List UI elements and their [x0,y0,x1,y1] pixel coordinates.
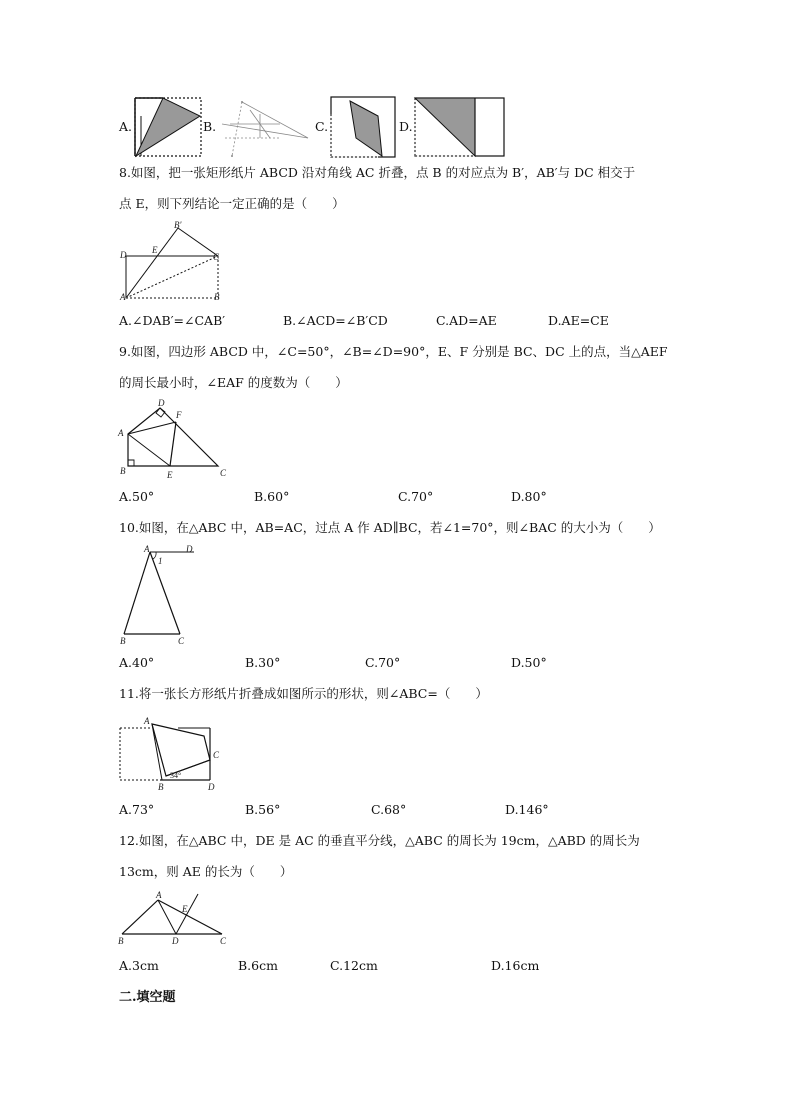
q8-label-c: C [213,252,220,262]
q11-option-c: C.68° [371,802,407,817]
q7-option-b-figure [220,98,310,158]
q11-label-angle: 34° [170,771,182,780]
q10-stem-line1: 10.如图，在△ABC 中，AB=AC，过点 A 作 AD∥BC，若∠1=70°，则∠BAC 的大小为（ ） [119,520,661,535]
q7-option-a-figure [133,96,203,158]
q9-label-f: F [176,410,182,420]
q7-option-c-figure [330,96,396,158]
q12-label-c: C [220,936,227,946]
q9-option-d: D.80° [511,489,547,504]
q9-label-a: A [118,428,124,438]
q7-option-d-figure [413,96,507,158]
q8-label-a: A [120,292,126,302]
q10-label-b: B [120,636,126,646]
q9-stem-line2: 的周长最小时，∠EAF 的度数为（ ） [119,375,348,390]
q8-stem-line1: 8.如图，把一张矩形纸片 ABCD 沿对角线 AC 折叠，点 B 的对应点为 B′，AB′与 DC 相交于 [119,165,636,180]
q8-option-b: B.∠ACD=∠B′CD [283,313,388,328]
q10-figure [118,542,200,648]
q8-stem-line2: 点 E，则下列结论一定正确的是（ ） [119,196,345,211]
q9-label-c: C [220,468,227,478]
q10-option-d: D.50° [511,655,547,670]
q7-option-b-label: B. [203,119,217,134]
q10-option-b: B.30° [245,655,281,670]
q12-figure [118,888,230,946]
q9-option-b: B.60° [254,489,290,504]
q8-figure [118,220,228,302]
q11-option-a: A.73° [119,802,155,817]
q8-label-d: D [120,250,127,260]
q9-figure [118,396,238,480]
q10-label-c: C [178,636,185,646]
q9-label-b: B [120,466,126,476]
q9-stem-line1: 9.如图，四边形 ABCD 中，∠C=50°，∠B=∠D=90°，E、F 分别是 BC、DC 上的点，当△AEF [119,344,668,359]
q11-label-d: D [208,782,215,792]
q8-label-b: B [214,292,220,302]
q7-option-a-label: A. [119,119,133,134]
q10-option-a: A.40° [119,655,155,670]
q10-label-a: A [144,544,150,554]
q11-stem-line1: 11.将一张长方形纸片折叠成如图所示的形状，则∠ABC=（ ） [119,686,488,701]
q12-option-d: D.16cm [491,958,540,973]
q12-option-b: B.6cm [238,958,278,973]
q11-option-b: B.56° [245,802,281,817]
q9-option-c: C.70° [398,489,434,504]
q11-label-a: A [144,716,150,726]
q12-label-e: E [182,904,188,914]
q12-option-c: C.12cm [330,958,378,973]
section-heading: 二.填空题 [119,990,176,1005]
q12-label-d: D [172,936,179,946]
q11-label-b: B [158,782,164,792]
q12-label-a: A [156,890,162,900]
q10-label-d: D [186,544,193,554]
q8-label-bprime: B' [174,220,182,230]
q9-option-a: A.50° [119,489,155,504]
q8-option-a: A.∠DAB′=∠CAB′ [119,313,226,328]
q12-label-b: B [118,936,124,946]
q11-figure [118,714,228,796]
q8-option-c: C.AD=AE [436,313,497,328]
q7-option-d-label: D. [399,119,413,134]
q9-label-e: E [167,470,173,480]
q11-label-c: C [213,750,220,760]
q10-option-c: C.70° [365,655,401,670]
q8-label-e: E [152,245,158,255]
q12-option-a: A.3cm [119,958,159,973]
q12-stem-line2: 13cm，则 AE 的长为（ ） [119,864,293,879]
q7-option-c-label: C. [315,119,329,134]
q10-label-1: 1 [158,556,163,566]
q12-stem-line1: 12.如图，在△ABC 中，DE 是 AC 的垂直平分线，△ABC 的周长为 19cm，△ABD 的周长为 [119,833,640,848]
q8-option-d: D.AE=CE [548,313,609,328]
q9-label-d: D [158,398,165,408]
q11-option-d: D.146° [505,802,549,817]
